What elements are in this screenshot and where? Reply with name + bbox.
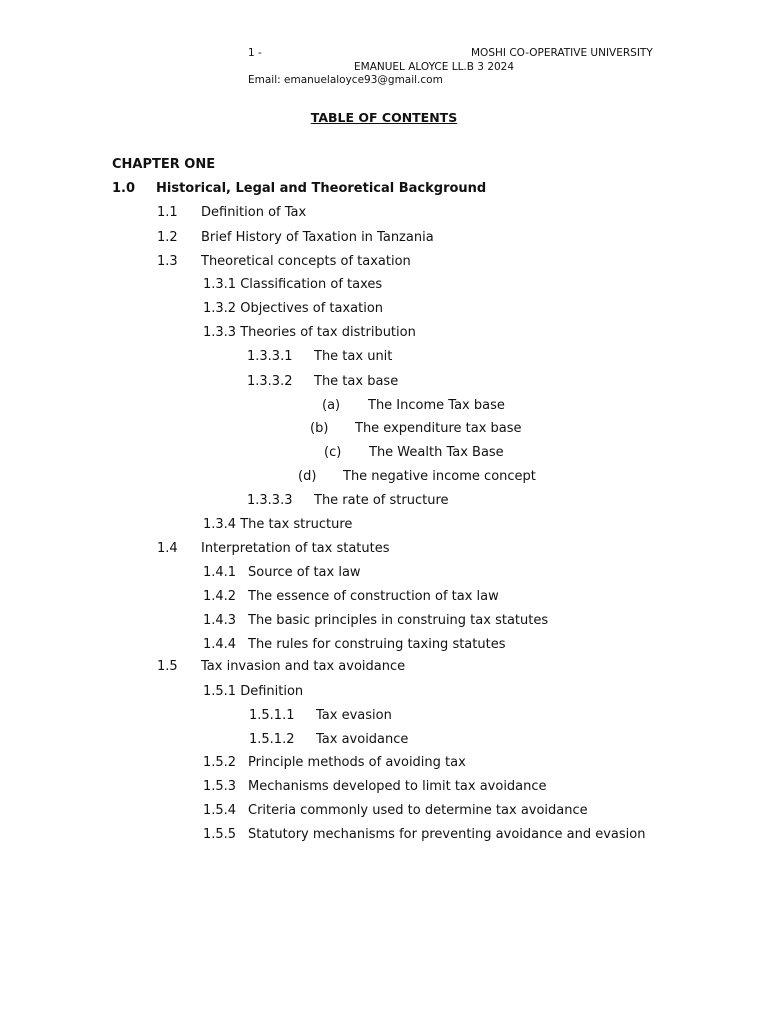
toc-entry-text: The expenditure tax base [355, 421, 522, 436]
toc-entry-number: 1.3.3.1 [247, 349, 293, 364]
toc-entry-text: The tax unit [314, 349, 393, 364]
toc-entry-text: The rules for construing taxing statutes [248, 637, 506, 652]
toc-entry-number: 1.5.5 [203, 827, 237, 842]
toc-entry-number: 1.5 [157, 659, 178, 674]
toc-entry-number: 1.5.1.1 [249, 708, 295, 723]
toc-entry-text: Tax avoidance [316, 732, 409, 747]
toc-entry-text: Statutory mechanisms for preventing avoidance and evasion [248, 827, 646, 842]
toc-entry-number: (a) [322, 398, 341, 413]
toc-entry-text: 1.3.4 The tax structure [203, 517, 353, 532]
toc-entry-text: The negative income concept [343, 469, 536, 484]
toc-entry-text: The Income Tax base [368, 398, 505, 413]
toc-entry-number: 1.0 [112, 181, 136, 196]
chapter-heading: CHAPTER ONE [112, 157, 216, 172]
toc-entry-number: 1.3 [157, 254, 178, 269]
toc-entry-text: Criteria commonly used to determine tax avoidance [248, 803, 588, 818]
toc-entry-number: 1.5.2 [203, 755, 237, 770]
toc-entry-text: Theoretical concepts of taxation [201, 254, 411, 269]
toc-entry-number: (b) [310, 421, 329, 436]
toc-entry-text: Interpretation of tax statutes [201, 541, 390, 556]
toc-entry-text: Source of tax law [248, 565, 361, 580]
toc-entry-text: Tax evasion [316, 708, 392, 723]
toc-entry-text: 1.5.1 Definition [203, 684, 304, 699]
toc-entry-text: The basic principles in construing tax statutes [248, 613, 549, 628]
toc-entry-number: 1.4 [157, 541, 178, 556]
toc-entry-text: The Wealth Tax Base [369, 445, 504, 460]
toc-entry-number: 1.4.1 [203, 565, 237, 580]
toc-entry-text: The essence of construction of tax law [248, 589, 499, 604]
header-page-number: 1 - [248, 47, 262, 59]
toc-entry-number: 1.3.3.3 [247, 493, 293, 508]
toc-entry-number: 1.5.1.2 [249, 732, 295, 747]
toc-entry-number: 1.2 [157, 230, 178, 245]
toc-entry-text: Mechanisms developed to limit tax avoidance [248, 779, 547, 794]
toc-entry-number: 1.3.3.2 [247, 374, 293, 389]
toc-entry-number: 1.5.3 [203, 779, 237, 794]
header-email: Email: emanuelaloyce93@gmail.com [248, 74, 443, 86]
toc-entry-text: Principle methods of avoiding tax [248, 755, 466, 770]
toc-entry-text: 1.3.2 Objectives of taxation [203, 301, 384, 316]
toc-entry-text: The rate of structure [314, 493, 449, 508]
toc-entry-number: 1.1 [157, 205, 178, 220]
toc-entry-text: Tax invasion and tax avoidance [201, 659, 406, 674]
toc-entry-number: (d) [298, 469, 317, 484]
toc-entry-text: 1.3.1 Classification of taxes [203, 277, 383, 292]
toc-entry-number: 1.4.3 [203, 613, 237, 628]
header-author: EMANUEL ALOYCE LL.B 3 2024 [354, 61, 515, 73]
header-university: MOSHI CO-OPERATIVE UNIVERSITY [471, 47, 653, 59]
toc-entry-number: (c) [324, 445, 342, 460]
toc-title: TABLE OF CONTENTS [310, 110, 458, 125]
toc-entry-number: 1.4.2 [203, 589, 237, 604]
toc-entry-text: 1.3.3 Theories of tax distribution [203, 325, 416, 340]
toc-entry-text: Definition of Tax [201, 205, 307, 220]
toc-entry-text: Historical, Legal and Theoretical Background [156, 181, 487, 196]
toc-entry-text: Brief History of Taxation in Tanzania [201, 230, 434, 245]
toc-entry-text: The tax base [314, 374, 399, 389]
toc-entry-number: 1.5.4 [203, 803, 237, 818]
toc-entry-number: 1.4.4 [203, 637, 237, 652]
